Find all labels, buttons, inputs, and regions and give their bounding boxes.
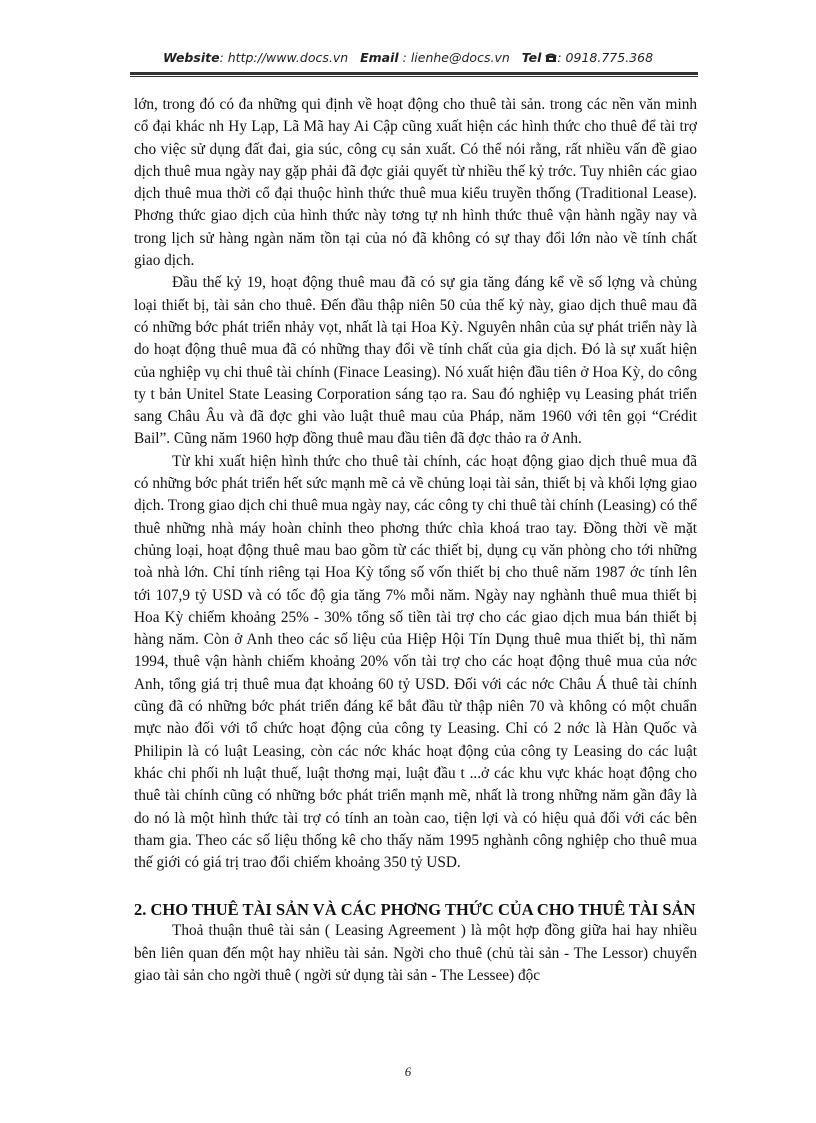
paragraph-3: Từ khi xuất hiện hình thức cho thuê tài chính, các hoạt động giao dịch thuê mua đã có những bớc phát triển hết sức mạnh mẽ cả về chủng loại tài sản, thiết bị và khối lợng giao dịch. Trong giao dịch chi thuê mua ngày nay, các công ty chi thuê tài chính (Leasing) có thể thuê những nhà máy hoàn chỉnh theo phơng thức chìa khoá trao tay. Đồng thời về mặt chủng loại, hoạt động thuê mau bao gồm từ các thiết bị, dụng cụ văn phòng cho tới những toà nhà lớn. Chỉ tính riêng tại Hoa Kỳ tổng số vốn thiết bị cho thuê năm 1987 ớc tính lên tới 107,9 tỷ USD và có tốc độ gia tăng 7% mỗi năm. Ngày nay nghành thuê mua thiết bị Hoa Kỳ chiếm khoảng 25% - 30% tổng số tiền tài trợ cho các giao dịch mua bán thiết bị hàng năm. Còn ở Anh theo các số liệu của Hiệp Hội Tín Dụng thuê mua thiết bị, thì năm 1994, thuê vận hành chiếm khoảng 20% vốn tài trợ cho các hoạt động thuê mua của nớc Anh, tổng giá trị thuê mua đạt khoảng 60 tỷ USD. Đối với các nớc Châu Á thuê tài chính cũng đã có những bớc phát triển đáng kể bắt đầu từ thập niên 70 và không có một chuẩn mực nào đối với tổ chức hoạt động của công ty Leasing. Chỉ có 2 nớc là Hàn Quốc và Philipin là có luật Leasing, còn các nớc khác hoạt động của công ty Leasing do các luật khác chi phối nh luật thuế, luật thơng mại, luật đầu t ...ở các khu vực khác hoạt động cho thuê tài chính cũng có những bớc phát triển mạnh mẽ, nhất là trong những năm gần đây là do nó là một hình thức tài trợ có tính an toàn cao, tiện lợi và có hiệu quả đối với các bên tham gia. Theo các số liệu thống kê cho thấy năm 1995 nghành công nghiệp cho thuê mua thế giới có giá trị trao đổi chiếm khoảng 350 tỷ USD. <box>134 452 697 872</box>
tel-label: Tel <box>521 50 542 65</box>
paragraph-1: lớn, trong đó có đa những qui định về hoạt động cho thuê tài sản. trong các nền văn minh cổ đại khác nh Hy Lạp, Lã Mã hay Ai Cập cũng xuất hiện các hình thức cho thuê để tài trợ cho việc sử dụng đất đai, gia súc, công cụ sản xuất. Có thể nói rằng, rất nhiều vấn đề giao dịch thuê mua ngày nay gặp phải đã đợc giải quyết từ nhiều thế kỷ trớc. Tuy nhiên các giao dịch thuê mua thời cổ đại thuộc hình thức thuê mua kiểu truyền thống (Traditional Lease). Phơng thức giao dịch của hình thức này tơng tự nh hình thức thuê vận hành ngầy nay và trong lịch sử hàng ngàn năm tồn tại của nó đã không có sự thay đổi lớn nào về tính chất giao dịch. <box>134 96 697 270</box>
section-gap <box>134 874 697 900</box>
email-label: Email <box>360 50 399 65</box>
website-value[interactable]: : http://www.docs.vn <box>219 50 349 65</box>
page-header <box>0 50 816 65</box>
paragraph-2: Đầu thế kỷ 19, hoạt động thuê mau đã có sự gia tăng đáng kể về số lợng và chủng loại thiết bị, tài sản cho thuê. Đến đầu thập niên 50 của thế kỷ này, giao dịch thuê mau đã có những bớc phát triển nhảy vọt, nhất là tại Hoa Kỳ. Nguyên nhân của sự phát triển này là do hoạt động thuê mua đã có những thay đổi về tính chất của gia dịch. Đó là sự xuất hiện của nghiệp vụ chi thuê tài chính (Finace Leasing). Nó xuất hiện đầu tiên ở Hoa Kỳ, do công ty t bản Unitel State Leasing Corporation sáng tạo ra. Sau đó nghiệp vụ Leasing phát triển sang Châu Âu và đã đợc ghi vào luật thuê mau của Pháp, năm 1960 với tên gọi “Crédit Bail”. Cũng năm 1960 hợp đồng thuê mau đầu tiên đã đợc thảo ra ở Anh. <box>134 274 697 448</box>
body-text <box>134 94 697 987</box>
section-heading: 2. CHO THUÊ TÀI SẢN VÀ CÁC PHƠNG THỨC CỦA CHO THUÊ TÀI SẢN <box>134 900 696 920</box>
page-number: 6 <box>404 1064 412 1079</box>
tel-value: : 0918.775.368 <box>557 50 654 65</box>
phone-icon <box>545 50 557 65</box>
header-rule <box>130 72 698 77</box>
website-label: Website <box>162 50 220 65</box>
email-value[interactable]: : lienhe@docs.vn <box>402 50 510 65</box>
paragraph-4: Thoả thuận thuê tài sản ( Leasing Agreement ) là một hợp đồng giữa hai hay nhiều bên liên quan đến một hay nhiều tài sản. Ngời cho thuê (chủ tài sản - The Lessor) chuyển giao tài sản cho ngời thuê ( ngời sử dụng tài sản - The Lessee) độc <box>134 922 697 984</box>
